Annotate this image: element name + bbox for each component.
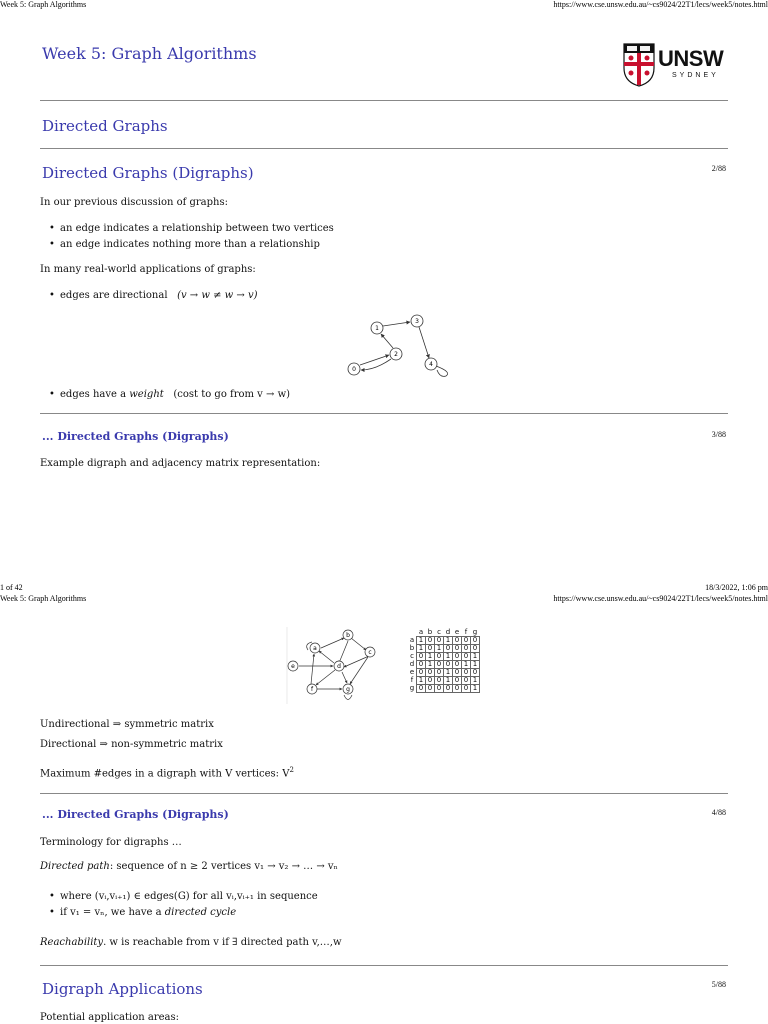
edge [360,355,389,365]
node [343,684,353,694]
bullet-item: • an edge indicates nothing more than a relationship [42,237,642,253]
matrix-cell: 0 [435,637,444,645]
svg-text:d: d [337,663,341,670]
self-loop [344,695,352,700]
slide4-number: 4/88 [711,808,726,817]
divider [40,148,728,149]
node [365,647,375,657]
matrix-col-header: a [418,628,424,636]
edge [342,672,347,683]
matrix-cell: 1 [435,645,444,653]
slide2-intro2: In many real-world applications of graphs: [40,264,256,275]
matrix-cell: 1 [426,661,435,669]
divider [40,793,728,794]
matrix-cell: 0 [426,685,435,693]
edge [311,654,314,684]
matrix-cell: 1 [444,653,453,661]
matrix-row-label: d [409,660,415,668]
slide3-title: ... Directed Graphs (Digraphs) [42,430,229,443]
bullet-text: edges are directional [60,290,168,301]
matrix-cell: 0 [462,685,471,693]
matrix-row-label: e [409,668,415,676]
section-title: Directed Graphs [42,117,168,135]
slide2-bullets3 [42,387,642,403]
print-footer-page: 1 of 42 [0,583,23,592]
matrix-cell: 0 [453,685,462,693]
matrix-cell: 1 [471,661,480,669]
unsw-logo [622,42,728,88]
edge [316,670,335,685]
matrix-cell: 0 [417,653,426,661]
svg-text:g: g [346,686,350,693]
svg-text:a: a [313,645,317,652]
matrix-col-header: f [464,628,468,636]
matrix-cell: 0 [471,669,480,677]
node [307,684,317,694]
slide2-bullets [42,221,642,253]
slide3-number: 3/88 [711,430,726,439]
example-digraph-figure [286,626,386,706]
edge [381,334,393,348]
matrix-row-label: b [409,644,415,652]
matrix-col-header: d [445,628,451,636]
slide3-line1: Undirectional ⇒ symmetric matrix [40,719,214,730]
adjacency-matrix [408,628,480,693]
matrix-cell: 0 [417,669,426,677]
digraph-figure [340,310,460,382]
matrix-cell: 0 [435,653,444,661]
node [343,630,353,640]
matrix-col-header: c [437,628,441,636]
matrix-cell: 0 [462,637,471,645]
bullet-item [42,288,642,304]
matrix-cell: 1 [471,685,480,693]
slide5-title: Digraph Applications [42,980,203,998]
edge [383,322,410,326]
matrix-cell: 1 [444,669,453,677]
matrix-cell: 1 [417,637,426,645]
print-header-url: https://www.cse.unsw.edu.au/~cs9024/22T1/lecs/week5/notes.html [553,0,768,9]
svg-text:0: 0 [352,366,356,373]
matrix-cell: 0 [444,685,453,693]
matrix-cell: 0 [417,685,426,693]
print-footer-date: 18/3/2022, 1:06 pm [705,583,768,592]
node [288,661,298,671]
edge [350,657,368,684]
slide4-intro: Terminology for digraphs … [40,837,182,848]
slide2-number: 2/88 [711,164,726,173]
edge [319,651,334,663]
divider [40,965,728,966]
slide3-line3: Maximum #edges in a digraph with V vertices: $V^2$ [40,766,294,780]
slide4-title: ... Directed Graphs (Digraphs) [42,808,229,821]
matrix-cell: 0 [471,637,480,645]
divider [40,413,728,414]
matrix-cell: 0 [435,661,444,669]
slide2-intro: In our previous discussion of graphs: [40,197,228,208]
slide5-number: 5/88 [711,980,726,989]
matrix-cell: 0 [462,677,471,685]
edge [339,641,348,663]
matrix-row-label: f [410,676,414,684]
matrix-cell: 0 [426,645,435,653]
svg-text:c: c [368,649,372,656]
matrix-cell: 0 [435,685,444,693]
svg-text:4: 4 [429,361,433,368]
matrix-cell: 0 [462,653,471,661]
slide4-directed-path: Directed path: sequence of n ≥ 2 vertices v₁ → v₂ → … → vₙ [40,861,338,872]
matrix-cell: 0 [435,669,444,677]
svg-text:2: 2 [394,351,398,358]
matrix-cell: 0 [462,669,471,677]
edge [321,638,344,648]
matrix-cell: 1 [417,677,426,685]
matrix-cell: 0 [426,637,435,645]
matrix-cell: 1 [462,661,471,669]
matrix-cell: 0 [426,677,435,685]
svg-text:f: f [310,686,314,693]
logo-sub: SYDNEY [672,72,719,79]
node [411,315,423,327]
matrix-row [408,685,480,693]
node [334,661,344,671]
node [348,363,360,375]
matrix-cell: 1 [444,677,453,685]
edge [361,359,391,370]
edge [419,327,429,358]
bullet-item: • if v₁ = vₙ, we have a directed cycle [42,905,682,921]
matrix-cell: 1 [471,653,480,661]
math-expr: (v → w ≠ w → v) [177,290,258,301]
print-header-left: Week 5: Graph Algorithms [0,0,87,9]
slide4-reachability: Reachability. w is reachable from v if ∃ directed path v,…,w [40,937,342,948]
divider [40,100,728,101]
svg-text:1: 1 [375,325,379,332]
matrix-cell: 1 [444,637,453,645]
matrix-col-header: g [472,628,478,636]
node [371,322,383,334]
matrix-col-header: b [427,628,433,636]
doc-title: Week 5: Graph Algorithms [42,44,257,63]
edge [351,638,366,650]
node [425,358,437,370]
bullet-item: • an edge indicates a relationship between two vertices [42,221,642,237]
svg-text:b: b [346,632,350,639]
matrix-cell: 0 [453,661,462,669]
matrix-cell: 1 [471,677,480,685]
matrix-cell: 0 [462,645,471,653]
matrix-cell: 0 [453,645,462,653]
svg-text:3: 3 [415,318,419,325]
matrix-cell: 0 [453,677,462,685]
print-header-url: https://www.cse.unsw.edu.au/~cs9024/22T1/lecs/week5/notes.html [553,594,768,603]
matrix-cell: 0 [417,661,426,669]
node [310,643,320,653]
matrix-cell: 1 [426,653,435,661]
svg-text:e: e [291,663,295,670]
matrix-cell: 0 [453,669,462,677]
matrix-row-label: a [409,636,415,644]
logo-wordmark: UNSW [658,46,724,71]
matrix-col-header: e [454,628,460,636]
slide3-intro: Example digraph and adjacency matrix representation: [40,458,321,469]
slide2-title: Directed Graphs (Digraphs) [42,164,254,182]
bullet-item: • where (vᵢ,vᵢ₊₁) ∈ edges(G) for all vᵢ,vᵢ₊₁ in sequence [42,889,682,905]
matrix-row-label: g [409,684,415,692]
self-loop [436,366,448,376]
print-header-left: Week 5: Graph Algorithms [0,594,87,603]
node [390,348,402,360]
matrix-cell: 0 [444,645,453,653]
bullet-item: • edges have a weight (cost to go from v → w) [42,387,642,403]
slide4-bullets [42,889,682,921]
slide3-line2: Directional ⇒ non-symmetric matrix [40,739,223,750]
matrix-cell: 0 [453,637,462,645]
matrix-cell: 0 [426,669,435,677]
matrix-row-label: c [410,652,414,660]
matrix-cell: 1 [417,645,426,653]
slide5-intro: Potential application areas: [40,1012,179,1023]
matrix-cell: 0 [435,677,444,685]
matrix-cell: 0 [453,653,462,661]
matrix-cell: 0 [444,661,453,669]
matrix-cell: 0 [471,645,480,653]
slide2-bullets2 [42,288,642,304]
